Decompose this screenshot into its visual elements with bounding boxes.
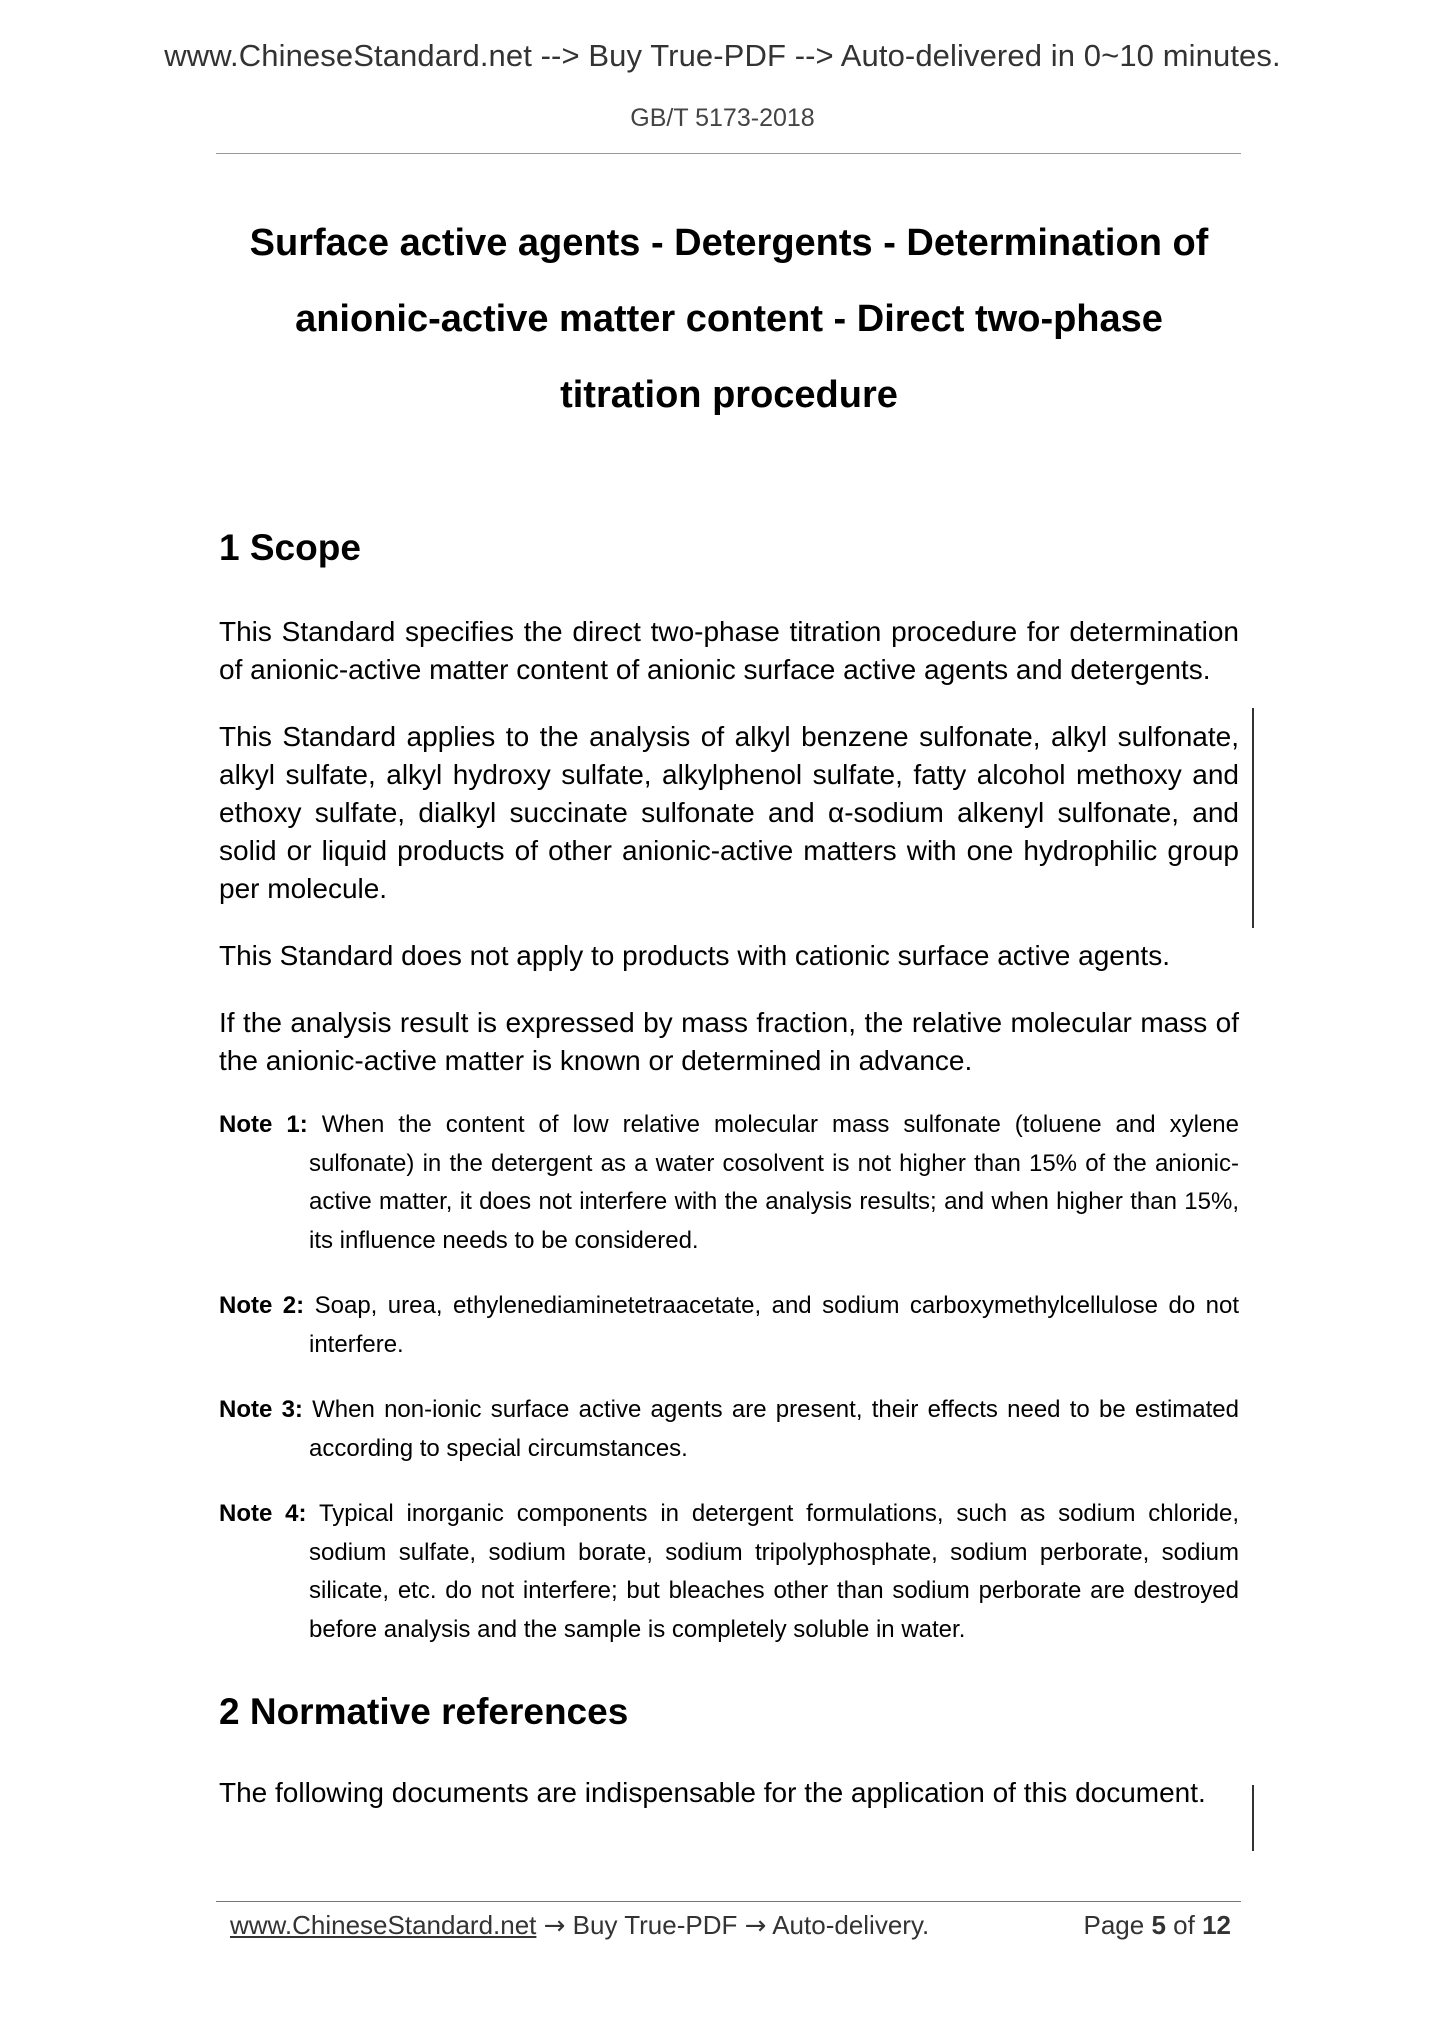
note-1-label: Note 1: [219,1111,308,1138]
note-2-text: Soap, urea, ethylenediaminetetraacetate, and sodium carboxymethylcellulose do not interfere. [309,1292,1240,1358]
arrow-right-icon: → [543,1911,566,1941]
page-label: Page [1083,1910,1145,1940]
note-4-text: Typical inorganic components in detergent formulations, such as sodium chloride, sodium sulfate, sodium borate, sodium tripolyphosphate, sodium perborate, sodium silicate, etc. do not interfere; but bleaches other than sodium perborate are destroyed before analysis and the sample is completely soluble in water. [309,1500,1240,1643]
header-divider [216,153,1241,154]
scope-paragraph-4: If the analysis result is expressed by mass fraction, the relative molecular mass of the anionic-active matter is known or determined in advance. [219,1007,1239,1076]
footer-divider [216,1901,1241,1902]
note-4-label: Note 4: [219,1500,307,1527]
title-line-1: Surface active agents - Detergents - Determination of [249,222,1209,264]
footer-buy-text: Buy True-PDF [572,1910,738,1940]
note-3-text: When non-ionic surface active agents are present, their effects need to be estimated according to special circumstances. [309,1396,1239,1462]
page-content [219,205,1239,1812]
revision-change-bar-2 [1252,1785,1254,1851]
page-indicator [1083,1910,1231,1941]
footer-site-link[interactable]: www.ChineseStandard.net [230,1910,537,1940]
document-title [219,205,1239,433]
note-3-label: Note 3: [219,1396,303,1423]
section-1-heading: 1 Scope [219,527,361,568]
note-2 [219,1287,1239,1364]
page-of-label: of [1173,1910,1195,1940]
revision-change-bar-1 [1252,708,1254,928]
footer-links [230,1910,929,1941]
note-2-label: Note 2: [219,1292,305,1319]
section-2-heading: 2 Normative references [219,1691,629,1732]
title-line-2: anionic-active matter content - Direct two-phase [295,298,1163,340]
title-line-3: titration procedure [560,374,898,416]
scope-paragraph-1: This Standard specifies the direct two-phase titration procedure for determination of anionic-active matter content of anionic surface active agents and detergents. [219,616,1239,685]
note-1-text: When the content of low relative molecular mass sulfonate (toluene and xylene sulfonate) in the detergent as a water cosolvent is not higher than 15% of the anionic-active matter, it does not interfere with the analysis results; and when higher than 15%, its influence needs to be considered. [309,1111,1239,1254]
note-1 [219,1106,1239,1260]
page-total: 12 [1202,1910,1231,1940]
page-current: 5 [1151,1910,1166,1940]
top-banner[interactable]: www.ChineseStandard.net --> Buy True-PDF --> Auto-delivered in 0~10 minutes. [164,38,1281,73]
scope-paragraph-3: This Standard does not apply to products with cationic surface active agents. [219,940,1170,971]
document-number: GB/T 5173-2018 [630,104,815,132]
footer-delivery-text: Auto-delivery. [772,1910,930,1940]
note-3 [219,1391,1239,1468]
normative-references-paragraph: The following documents are indispensable for the application of this document. [219,1777,1206,1808]
note-4 [219,1495,1239,1649]
arrow-right-icon: → [744,1911,767,1941]
scope-paragraph-2: This Standard applies to the analysis of alkyl benzene sulfonate, alkyl sulfonate, alkyl sulfate, alkyl hydroxy sulfate, alkylphenol sulfate, fatty alcohol methoxy and ethoxy sulfate, dialkyl succinate sulfonate and α-sodium alkenyl sulfonate, and solid or liquid products of other anionic-active matters with one hydrophilic group per molecule. [219,721,1239,904]
